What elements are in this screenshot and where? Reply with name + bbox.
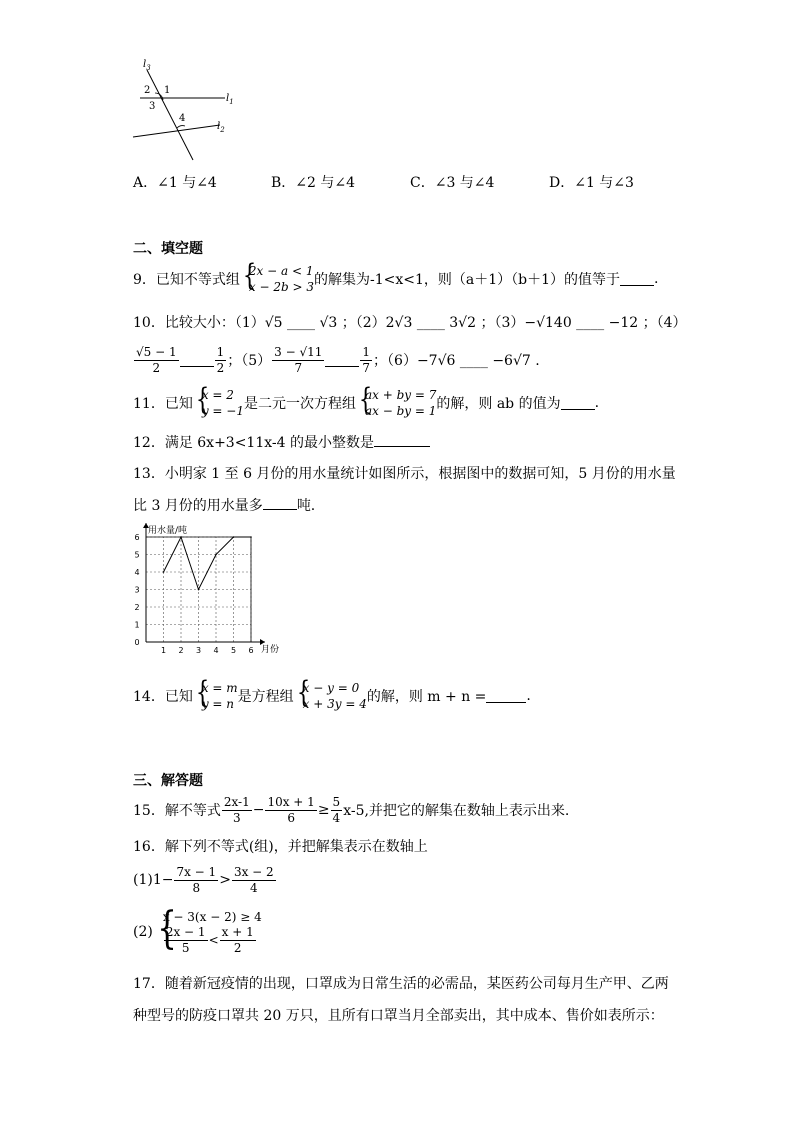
question-13-line1: 13．小明家 1 至 6 月份的用水量统计如图所示，根据图中的数据可知，5 月份的用水量 — [133, 466, 676, 482]
question-16-title: 16．解下列不等式(组)，并把解集表示在数轴上 — [133, 839, 428, 855]
angle-1: 1 — [164, 85, 171, 96]
angle-4: 4 — [179, 113, 186, 124]
angle-arc — [177, 126, 185, 128]
answer-blank[interactable] — [561, 396, 595, 410]
y-tick-label: 2 — [134, 603, 140, 612]
question-9: 9．已知不等式组 { 2x − a < 1 x − 2b > 3 的解集为-1<x<1，则（a＋1）（b＋1）的值等于 . — [133, 258, 659, 294]
x-tick-label: 4 — [213, 646, 219, 655]
data-point — [198, 589, 200, 591]
section-title: 二、填空题 — [133, 241, 203, 257]
data-point — [215, 554, 217, 556]
data-point — [180, 536, 182, 538]
option-a: A．∠1 与∠4 — [133, 175, 217, 191]
section-title: 三、解答题 — [133, 773, 203, 789]
answer-blank[interactable] — [486, 689, 526, 703]
question-17-line2: 种型号的防疫口罩共 20 万只，且所有口罩当月全部卖出，其中成本、售价如表所示： — [133, 1008, 664, 1024]
x-tick-label: 1 — [160, 646, 167, 655]
data-point — [250, 536, 252, 538]
data-point — [163, 571, 165, 573]
y-tick-label: 4 — [134, 568, 140, 577]
y-axis-label: 用水量/吨 — [148, 526, 188, 536]
answer-blank[interactable] — [263, 496, 297, 510]
option-d: D．∠1 与∠3 — [549, 175, 634, 191]
line-l3 — [147, 70, 193, 160]
label-l1: $l_1$ — [226, 93, 234, 106]
answer-blank[interactable] — [180, 353, 214, 367]
option-b: B．∠2 与∠4 — [271, 175, 356, 191]
answer-blank[interactable] — [325, 353, 359, 367]
y-tick-label: 0 — [134, 638, 140, 647]
angle-3: 3 — [149, 101, 156, 112]
question-12: 12．满足 6x+3<11x-4 的最小整数是 — [133, 432, 430, 452]
question-16-part1: (1)1− $\frac{7x - 1}{8}$ > $\frac{3x - 2}{4}$ — [133, 864, 274, 895]
question-10-line2: $\frac{√5 - 1}{2}$ $\frac{1}{2}$ ；（5） $\frac{3 - √11}{7}$ $\frac{1}{7}$ ；（6）−7√6 ____ −6√7 . — [136, 344, 540, 375]
angle-2: 2 — [144, 85, 151, 96]
option-c: C．∠3 与∠4 — [410, 175, 495, 191]
question-15: 15．解不等式 $\frac{2x-1}{3}$ − $\frac{10x + 1}{6}$ ≥ $\frac{5}{4}$ x-5,并把它的解集在数轴上表示出来. — [133, 794, 570, 825]
x-tick-label: 2 — [178, 646, 184, 655]
parallel-lines-figure — [125, 55, 245, 165]
y-tick-label: 6 — [134, 533, 140, 542]
label-l2: $l_2$ — [217, 121, 225, 134]
y-tick-label: 5 — [134, 550, 140, 560]
y-tick-label: 1 — [134, 620, 140, 630]
question-14: 14．已知 { x = m y = n 是方程组 { x − y = 0 x + 3y = 4 的解，则 m + n = . — [133, 675, 531, 711]
x-tick-label: 6 — [248, 646, 254, 655]
question-10-line1: 10．比较大小：（1）√5 ____ √3 ；（2）2√3 ____ 3√2 ；（3）−√140 ____ −12 ；（4） — [133, 315, 687, 331]
data-point — [233, 536, 235, 538]
x-tick-label: 3 — [195, 646, 202, 655]
question-17-line1: 17．随着新冠疫情的出现，口罩成为日常生活的必需品，某医药公司每月生产甲、乙两 — [133, 976, 669, 992]
answer-blank[interactable] — [374, 433, 430, 447]
answer-blank[interactable] — [620, 272, 654, 286]
series-line — [164, 537, 252, 590]
x-axis-label: 月份 — [261, 645, 280, 655]
label-l3: $l_3$ — [143, 59, 151, 72]
water-usage-chart — [128, 520, 288, 655]
question-13-line2: 比 3 月份的用水量多 吨. — [133, 498, 316, 514]
question-11: 11．已知 { x = 2 y = −1 是二元一次方程组 { ax + by = 7 ax − by = 1 的解，则 ab 的值为 . — [133, 382, 600, 418]
y-tick-label: 3 — [134, 585, 140, 595]
x-tick-label: 5 — [230, 646, 237, 655]
question-16-part2: (2) { x − 3(x − 2) ≥ 4 $\frac{2x - 1}{5}$ < $\frac{x + 1}{2}$ — [133, 902, 262, 955]
